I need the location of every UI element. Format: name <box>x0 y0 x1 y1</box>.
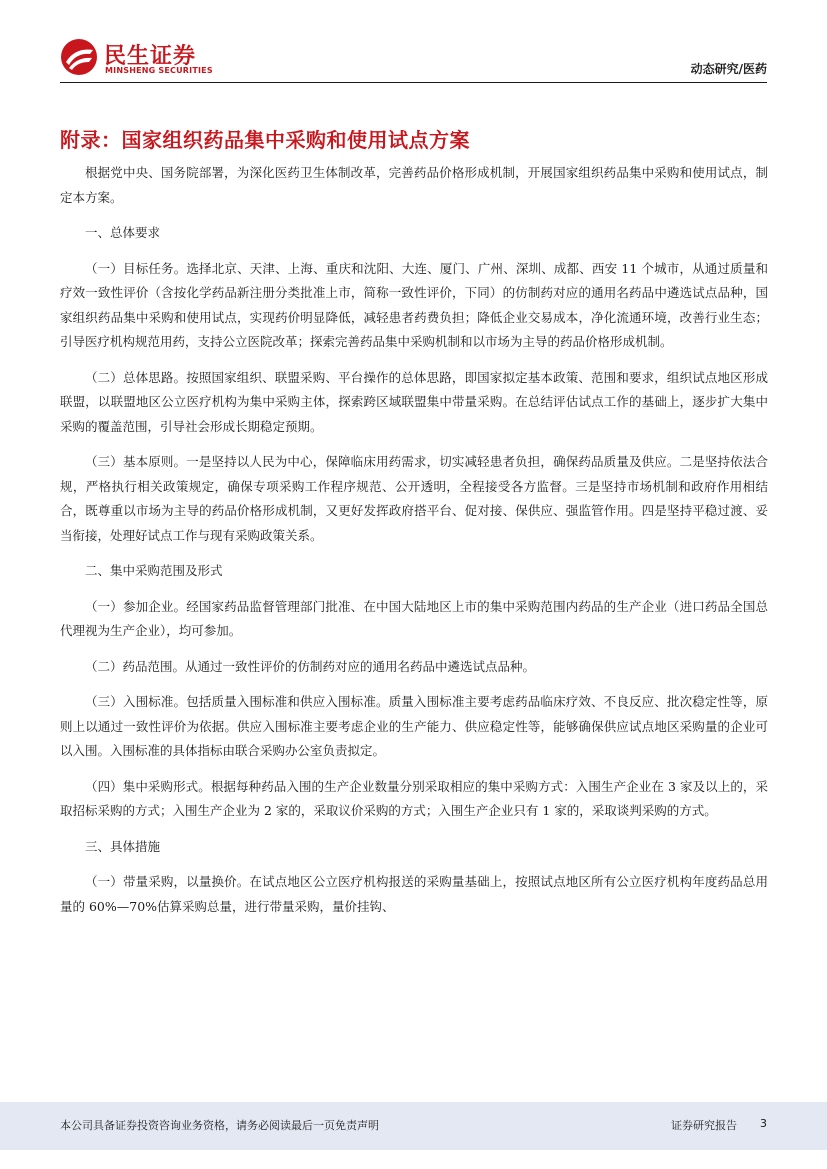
section-heading: 三、具体措施 <box>85 838 161 854</box>
minsheng-logo-icon <box>60 38 98 76</box>
paragraph: （三）入围标准。包括质量入围标准和供应入围标准。质量入围标准主要考虑药品临床疗效、不良反应、批次稳定性等，原则上以通过一致性评价为依据。供应入围标准主要考虑企业的生产能力、供应稳定性等，能够确保供应试点地区采购量的企业可以入围。入围标准的具体指标由联合采购办公室负责拟定。 <box>60 694 768 758</box>
company-logo <box>60 38 220 78</box>
page-number: 3 <box>760 1117 767 1130</box>
section-heading: 一、总体要求 <box>85 225 161 240</box>
disclaimer-notice: 本公司具备证券投资咨询业务资格，请务必阅读最后一页免责声明 <box>60 1119 379 1132</box>
paragraph: （一）参加企业。经国家药品监督管理部门批准、在中国大陆地区上市的集中采购范围内药品的生产企业（进口药品全国总代理视为生产企业），均可参加。 <box>60 598 768 638</box>
header-divider <box>60 82 767 83</box>
report-type-label: 证券研究报告 <box>671 1119 737 1132</box>
logo-chinese-name: 民生证券 <box>104 44 197 69</box>
paragraph: （二）总体思路。按照国家组织、联盟采购、平台操作的总体思路，即国家拟定基本政策、范围和要求，组织试点地区形成联盟，以联盟地区公立医疗机构为集中采购主体，探索跨区域联盟集中带量采购。在总结评估试点工作的基础上，逐步扩大集中采购的覆盖范围，引导社会形成长期稳定预期。 <box>60 369 768 434</box>
paragraph: （一）目标任务。选择北京、天津、上海、重庆和沈阳、大连、厦门、广州、深圳、成都、西安 11 个城市，从通过质量和疗效一致性评价（含按化学药品新注册分类批准上市，简称一致性评价，下同）的仿制药对应的通用名药品中遴选试点品种，国家组织药品集中采购和使用试点，实现药价明显降低，减轻患者药费负担；降低企业交易成本，净化流通环境，改善行业生态；引导医疗机构规范用药，支持公立医院改革；探索完善药品集中采购机制和以市场为主导的药品价格形成机制。 <box>60 260 768 349</box>
paragraph: （四）集中采购形式。根据每种药品入围的生产企业数量分别采取相应的集中采购方式：入围生产企业在 3 家及以上的，采取招标采购的方式；入围生产企业为 2 家的，采取议价采购的方式；入围生产企业只有 1 家的，采取谈判采购的方式。 <box>60 778 768 818</box>
paragraph: （二）药品范围。从通过一致性评价的仿制药对应的通用名药品中遴选试点品种。 <box>85 658 536 674</box>
logo-english-name: MINSHENG SECURITIES <box>105 66 213 75</box>
paragraph: （一）带量采购，以量换价。在试点地区公立医疗机构报送的采购量基础上，按照试点地区所有公立医疗机构年度药品总用量的 60%—70%估算采购总量，进行带量采购，量价挂钩、 <box>60 874 768 914</box>
paragraph: （三）基本原则。一是坚持以人民为中心，保障临床用药需求，切实减轻患者负担，确保药品质量及供应。二是坚持依法合规，严格执行相关政策规定，确保专项采购工作程序规范、公开透明，全程接受各方监督。三是坚持市场机制和政府作用相结合，既尊重以市场为主导的药品价格形成机制，又更好发挥政府搭平台、促对接、保供应、强监管作用。四是坚持平稳过渡、妥当衔接，处理好试点工作与现有采购政策关系。 <box>60 454 768 543</box>
report-section-label: 动态研究/医药 <box>690 62 767 76</box>
page-title: 附录：国家组织药品集中采购和使用试点方案 <box>60 128 470 152</box>
page-footer <box>0 1102 827 1150</box>
paragraph: 根据党中央、国务院部署，为深化医药卫生体制改革，完善药品价格形成机制，开展国家组织药品集中采购和使用试点，制定本方案。 <box>60 165 768 205</box>
document-body <box>60 161 768 930</box>
section-heading: 二、集中采购范围及形式 <box>85 563 223 578</box>
page-header <box>0 0 827 90</box>
